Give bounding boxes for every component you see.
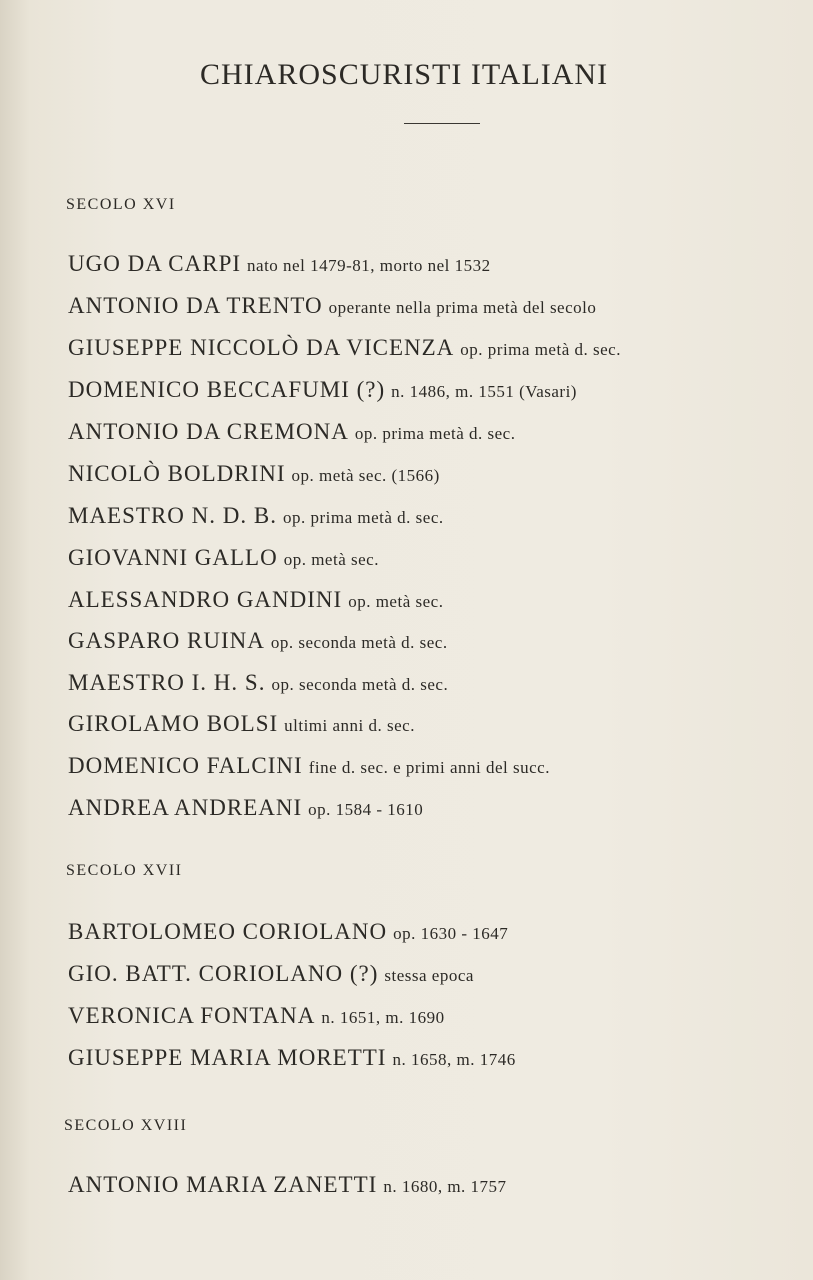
list-item (68, 377, 808, 403)
list-item (68, 711, 808, 737)
list-item (68, 1172, 808, 1198)
list-item (68, 503, 808, 529)
artist-name: DOMENICO FALCINI (68, 753, 303, 778)
artist-note: op. seconda metà d. sec. (271, 675, 449, 694)
artist-name: ALESSANDRO GANDINI (68, 587, 343, 612)
list-item (68, 419, 808, 445)
list-item (68, 545, 808, 571)
list-item (68, 293, 808, 319)
section-heading-xviii: SECOLO XVIII (64, 1117, 188, 1134)
artist-note: n. 1680, m. 1757 (383, 1177, 507, 1196)
section-heading-xvii: SECOLO XVII (66, 862, 183, 879)
artist-note: op. 1584 - 1610 (308, 800, 424, 819)
artist-note: op. prima metà d. sec. (354, 424, 516, 443)
artist-name: GIUSEPPE NICCOLÒ DA VICENZA (68, 335, 455, 360)
section-heading-xvi: SECOLO XVI (66, 196, 176, 213)
list-item (68, 795, 808, 821)
artist-note: op. prima metà d. sec. (460, 340, 621, 359)
title-divider (404, 123, 480, 124)
artist-note: nato nel 1479-81, morto nel 1532 (247, 256, 491, 275)
artist-note: n. 1658, m. 1746 (392, 1050, 516, 1069)
artist-name: GIO. BATT. CORIOLANO (?) (68, 961, 379, 986)
list-item (68, 919, 808, 945)
artist-note: n. 1651, m. 1690 (321, 1008, 445, 1027)
artist-name: BARTOLOMEO CORIOLANO (68, 919, 388, 944)
artist-name: NICOLÒ BOLDRINI (68, 461, 286, 486)
artist-name: VERONICA FONTANA (68, 1003, 316, 1028)
list-item (68, 961, 808, 987)
artist-note: op. metà sec. (348, 592, 444, 611)
artist-note: stessa epoca (384, 966, 474, 985)
artist-name: ANDREA ANDREANI (68, 795, 303, 820)
list-item (68, 587, 808, 613)
artist-name: GIROLAMO BOLSI (68, 711, 279, 736)
artist-note: operante nella prima metà del secolo (328, 298, 597, 317)
list-item (68, 670, 808, 696)
list-item (68, 1045, 808, 1071)
list-item (68, 628, 808, 654)
artist-note: op. prima metà d. sec. (282, 508, 444, 527)
page-title: CHIAROSCURISTI ITALIANI (200, 58, 609, 91)
artist-name: MAESTRO I. H. S. (68, 670, 266, 695)
artist-name: GIOVANNI GALLO (68, 545, 278, 570)
artist-name: ANTONIO MARIA ZANETTI (68, 1172, 378, 1197)
artist-name: GIUSEPPE MARIA MORETTI (68, 1045, 387, 1070)
list-item (68, 251, 808, 277)
artist-name: ANTONIO DA CREMONA (68, 419, 349, 444)
artist-name: DOMENICO BECCAFUMI (?) (68, 377, 386, 402)
list-item (68, 753, 808, 779)
artist-note: op. seconda metà d. sec. (270, 633, 448, 652)
list-item (68, 335, 808, 361)
artist-name: ANTONIO DA TRENTO (68, 293, 323, 318)
artist-name: GASPARO RUINA (68, 628, 265, 653)
artist-note: op. metà sec. (1566) (291, 466, 440, 485)
artist-note: op. 1630 - 1647 (393, 924, 509, 943)
list-item (68, 1003, 808, 1029)
artist-name: MAESTRO N. D. B. (68, 503, 277, 528)
artist-name: UGO DA CARPI (68, 251, 242, 276)
artist-note: op. metà sec. (283, 550, 379, 569)
artist-note: fine d. sec. e primi anni del succ. (308, 758, 550, 777)
artist-note: n. 1486, m. 1551 (Vasari) (391, 382, 577, 401)
list-item (68, 461, 808, 487)
artist-note: ultimi anni d. sec. (284, 716, 415, 735)
